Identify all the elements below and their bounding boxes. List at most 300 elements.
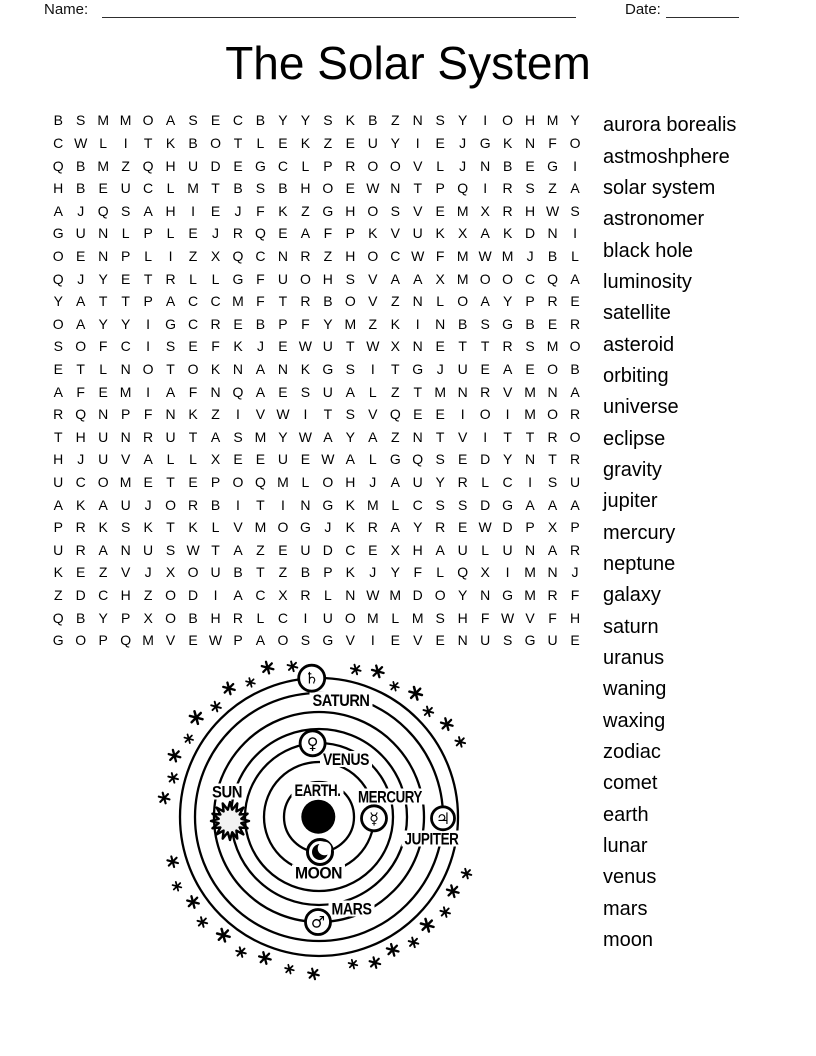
grid-letter: I [146, 338, 151, 355]
grid-letter: I [370, 632, 375, 649]
grid-letter: A [53, 383, 63, 400]
grid-letter: Q [232, 247, 244, 264]
grid-letter: D [210, 157, 221, 174]
word-item: earth [603, 803, 649, 826]
grid-letter: J [234, 202, 242, 219]
grid-letter: Y [98, 609, 108, 626]
grid-letter: O [569, 428, 581, 445]
grid-letter: H [165, 202, 176, 219]
grid-letter: B [547, 247, 558, 264]
grid-letter: E [480, 361, 490, 377]
grid-letter: L [99, 361, 108, 377]
grid-letter: V [368, 270, 378, 287]
grid-letter: F [211, 338, 220, 355]
grid-letter: I [236, 406, 240, 423]
grid-letter: W [276, 406, 290, 423]
word-item: solar system [603, 176, 716, 199]
grid-letter: P [53, 519, 63, 536]
grid-letter: L [571, 247, 579, 264]
grid-letter: A [300, 225, 311, 242]
grid-letter: Q [142, 157, 154, 174]
grid-letter: L [256, 609, 265, 626]
grid-letter: S [300, 632, 311, 649]
grid-letter: R [547, 428, 558, 445]
grid-letter: N [277, 361, 288, 377]
grid-letter: B [323, 293, 333, 310]
grid-letter: N [210, 383, 221, 400]
grid-letter: N [165, 406, 176, 423]
grid-letter: U [367, 134, 378, 151]
grid-letter: B [76, 157, 86, 174]
grid-letter: K [278, 202, 288, 219]
grid-letter: B [525, 315, 535, 332]
grid-letter: R [345, 157, 356, 174]
grid-letter: C [187, 315, 199, 332]
grid-letter: S [233, 428, 243, 445]
grid-letter: O [277, 632, 289, 649]
grid-letter: D [187, 587, 199, 604]
grid-letter: N [525, 541, 536, 558]
word-item: eclipse [603, 427, 666, 450]
grid-letter: Y [413, 519, 423, 536]
grid-letter: A [345, 451, 355, 468]
grid-letter: R [502, 338, 513, 355]
grid-letter: D [502, 519, 513, 536]
grid-letter: O [142, 361, 154, 377]
grid-letter: T [188, 428, 198, 445]
grid-letter: S [120, 202, 131, 219]
page-title: The Solar System [225, 37, 591, 89]
grid-letter: N [412, 293, 423, 310]
grid-letter: V [345, 632, 355, 649]
grid-letter: M [366, 496, 379, 513]
word-search-grid [47, 109, 586, 652]
grid-letter: Q [412, 451, 424, 468]
venus-label: VENUS [323, 750, 370, 769]
grid-letter: D [480, 451, 491, 468]
word-item: gravity [603, 458, 662, 481]
grid-letter: K [210, 361, 221, 377]
mercury-symbol-icon: ☿ [369, 808, 379, 828]
grid-letter: S [76, 112, 86, 129]
grid-letter: O [367, 202, 379, 219]
sun-label: SUN [212, 782, 243, 802]
grid-letter: I [483, 180, 488, 197]
grid-letter: G [547, 157, 558, 174]
grid-letter: O [75, 632, 87, 649]
grid-letter: C [277, 609, 288, 626]
grid-letter: V [502, 383, 513, 400]
grid-letter: S [188, 112, 198, 129]
grid-letter: Y [502, 451, 513, 468]
earth-label: EARTH. [294, 781, 341, 800]
grid-letter: T [435, 428, 445, 445]
grid-letter: Z [211, 406, 220, 423]
grid-letter: U [277, 451, 288, 468]
grid-letter: P [525, 293, 535, 310]
grid-letter: T [166, 519, 175, 536]
grid-letter: K [188, 406, 198, 423]
word-item: luminosity [603, 270, 692, 293]
grid-letter: N [120, 541, 131, 558]
grid-letter: S [525, 338, 535, 355]
grid-letter: E [435, 134, 445, 151]
name-label: Name: [44, 1, 89, 18]
grid-letter: K [345, 519, 355, 536]
grid-letter: Z [121, 157, 130, 174]
grid-letter: C [187, 293, 199, 310]
grid-letter: Q [547, 270, 558, 287]
grid-letter: W [478, 247, 492, 264]
grid-letter: G [322, 202, 334, 219]
grid-letter: B [255, 315, 266, 332]
grid-letter: A [233, 587, 243, 604]
grid-letter: R [210, 315, 221, 332]
grid-letter: Q [457, 180, 469, 197]
grid-letter: H [345, 202, 356, 219]
grid-letter: O [479, 270, 491, 287]
grid-letter: A [502, 361, 513, 377]
grid-letter: X [458, 225, 468, 242]
grid-letter: H [53, 451, 64, 468]
grid-letter: R [165, 270, 176, 287]
grid-letter: Z [390, 428, 400, 445]
grid-letter: W [321, 451, 335, 468]
grid-letter: U [412, 225, 423, 242]
grid-letter: G [322, 496, 334, 513]
grid-letter: E [210, 112, 221, 129]
grid-letter: S [165, 541, 176, 558]
grid-letter: S [547, 474, 558, 491]
grid-letter: A [368, 428, 378, 445]
grid-letter: F [435, 247, 445, 264]
grid-letter: S [435, 112, 445, 129]
grid-letter: E [458, 519, 468, 536]
grid-letter: V [233, 519, 243, 536]
grid-letter: A [76, 293, 86, 310]
grid-letter: U [120, 180, 131, 197]
grid-letter: P [210, 474, 221, 491]
grid-letter: R [569, 406, 581, 423]
grid-letter: A [323, 428, 333, 445]
grid-letter: X [435, 270, 445, 287]
grid-letter: U [98, 451, 109, 468]
grid-letter: E [233, 157, 243, 174]
grid-letter: E [188, 474, 198, 491]
grid-letter: T [525, 428, 535, 445]
grid-letter: O [479, 406, 491, 423]
grid-letter: Y [300, 112, 311, 129]
word-item: mercury [603, 521, 676, 544]
grid-letter: X [210, 247, 221, 264]
grid-letter: E [278, 225, 288, 242]
grid-letter: I [505, 406, 510, 423]
date-blank-line [666, 0, 739, 18]
grid-letter: K [53, 564, 63, 581]
grid-letter: B [300, 564, 311, 581]
grid-letter: L [391, 609, 400, 626]
grid-letter: W [186, 541, 200, 558]
grid-letter: E [345, 180, 355, 197]
word-item: uranus [603, 647, 665, 670]
grid-letter: T [233, 134, 243, 151]
grid-letter: F [188, 383, 198, 400]
grid-letter: K [345, 112, 355, 129]
grid-letter: C [143, 180, 154, 197]
grid-letter: T [503, 428, 512, 445]
grid-letter: T [256, 496, 265, 513]
grid-letter: A [390, 519, 400, 536]
grid-letter: T [413, 180, 423, 197]
grid-letter: V [413, 632, 423, 649]
grid-letter: J [144, 496, 152, 513]
grid-letter: X [480, 564, 490, 581]
grid-letter: W [74, 134, 88, 151]
grid-letter: G [299, 519, 311, 536]
grid-letter: T [390, 361, 400, 377]
grid-letter: T [278, 293, 288, 310]
grid-letter: S [458, 496, 468, 513]
grid-letter: N [412, 112, 423, 129]
grid-letter: A [233, 541, 243, 558]
grid-letter: H [525, 202, 536, 219]
grid-letter: L [121, 225, 130, 242]
grid-letter: A [98, 541, 108, 558]
grid-letter: S [435, 496, 445, 513]
grid-letter: Y [390, 564, 400, 581]
grid-letter: P [120, 406, 131, 423]
grid-letter: T [256, 564, 265, 581]
grid-letter: E [435, 202, 445, 219]
grid-letter: Y [278, 428, 288, 445]
grid-letter: R [232, 609, 244, 626]
grid-letter: L [189, 451, 197, 468]
grid-letter: C [255, 247, 266, 264]
grid-letter: H [165, 157, 176, 174]
grid-letter: T [480, 338, 490, 355]
star-icon [462, 869, 472, 879]
grid-letter: B [76, 180, 86, 197]
grid-letter: O [97, 474, 109, 491]
grid-letter: G [502, 315, 514, 332]
grid-letter: P [570, 519, 580, 536]
grid-letter: W [208, 632, 223, 649]
grid-letter: A [210, 428, 221, 445]
grid-letter: R [569, 451, 581, 468]
grid-letter: T [211, 541, 220, 558]
word-item: aurora borealis [603, 114, 737, 137]
mercury-label: MERCURY [358, 787, 423, 807]
grid-letter: V [368, 293, 378, 310]
grid-letter: Z [390, 383, 400, 400]
grid-letter: M [97, 157, 109, 174]
grid-letter: S [53, 338, 63, 355]
grid-letter: P [435, 180, 445, 197]
word-item: mars [603, 897, 648, 920]
word-item: moon [603, 929, 654, 952]
star-icon [259, 952, 271, 964]
word-item: universe [603, 396, 679, 419]
grid-letter: F [323, 225, 333, 242]
grid-letter: D [480, 496, 491, 513]
grid-letter: B [278, 180, 288, 197]
grid-letter: R [569, 315, 581, 332]
star-icon [262, 662, 274, 674]
grid-letter: M [546, 338, 559, 355]
grid-letter: W [545, 202, 560, 219]
grid-letter: A [143, 202, 153, 219]
grid-letter: O [232, 474, 244, 491]
grid-letter: G [524, 632, 536, 649]
grid-letter: M [97, 112, 109, 129]
grid-letter: G [322, 632, 334, 649]
star-icon [246, 678, 255, 687]
grid-letter: K [188, 519, 198, 536]
grid-letter: S [345, 270, 355, 287]
grid-letter: U [457, 541, 468, 558]
grid-letter: O [502, 270, 514, 287]
grid-letter: O [165, 496, 177, 513]
grid-letter: K [435, 225, 445, 242]
star-icon [168, 773, 178, 783]
grid-letter: M [119, 383, 132, 400]
grid-letter: E [345, 134, 355, 151]
star-icon [173, 882, 182, 891]
grid-letter: T [166, 474, 175, 491]
grid-letter: T [211, 180, 220, 197]
name-blank-line [102, 0, 576, 18]
grid-letter: L [99, 134, 108, 151]
star-icon [421, 919, 434, 932]
grid-letter: J [77, 202, 85, 219]
grid-letter: J [526, 247, 534, 264]
grid-letter: X [547, 519, 558, 536]
grid-letter: R [457, 474, 468, 491]
grid-letter: M [187, 180, 199, 197]
grid-letter: U [322, 338, 333, 355]
word-item: comet [603, 772, 658, 795]
star-icon [288, 662, 298, 672]
grid-letter: T [323, 406, 333, 423]
grid-letter: I [370, 361, 375, 377]
grid-letter: R [187, 496, 199, 513]
grid-letter: G [255, 157, 266, 174]
grid-letter: K [345, 564, 355, 581]
grid-letter: M [142, 632, 154, 649]
grid-letter: A [413, 270, 423, 287]
grid-letter: L [211, 519, 220, 536]
star-icon [308, 969, 319, 980]
grid-letter: V [120, 564, 131, 581]
grid-letter: U [120, 496, 131, 513]
grid-letter: W [298, 428, 312, 445]
grid-letter: A [165, 383, 176, 400]
grid-letter: E [255, 451, 266, 468]
star-icon [447, 885, 459, 897]
grid-letter: V [120, 451, 131, 468]
grid-letter: Q [75, 406, 87, 423]
grid-letter: W [411, 247, 425, 264]
grid-letter: S [480, 315, 490, 332]
grid-letter: F [548, 609, 557, 626]
word-item: satellite [603, 302, 671, 325]
grid-letter: I [168, 247, 173, 264]
grid-letter: J [459, 134, 467, 151]
grid-letter: Z [368, 315, 378, 332]
grid-letter: H [75, 428, 86, 445]
grid-letter: U [143, 541, 154, 558]
grid-letter: K [98, 519, 108, 536]
grid-letter: W [366, 587, 380, 604]
grid-letter: E [210, 202, 221, 219]
grid-letter: L [436, 564, 445, 581]
grid-letter: I [415, 134, 420, 151]
grid-letter: J [571, 564, 579, 581]
grid-letter: R [75, 541, 86, 558]
grid-letter: O [52, 247, 64, 264]
word-item: asteroid [603, 333, 675, 356]
grid-letter: P [278, 315, 288, 332]
grid-letter: X [165, 564, 176, 581]
grid-letter: P [323, 564, 333, 581]
star-icon [159, 793, 170, 804]
grid-letter: Y [390, 134, 400, 151]
grid-letter: U [480, 632, 491, 649]
grid-letter: C [232, 112, 244, 129]
grid-letter: N [98, 406, 109, 423]
word-item: zodiac [603, 741, 661, 764]
grid-letter: C [53, 134, 64, 151]
grid-letter: F [256, 293, 265, 310]
grid-letter: K [368, 225, 378, 242]
grid-letter: G [502, 496, 514, 513]
star-icon [455, 737, 465, 747]
grid-letter: A [570, 270, 580, 287]
grid-letter: Q [232, 383, 244, 400]
grid-letter: G [52, 632, 64, 649]
grid-letter: G [165, 315, 177, 332]
grid-letter: D [412, 587, 423, 604]
grid-letter: O [457, 293, 469, 310]
star-icon [198, 917, 208, 927]
grid-letter: A [525, 496, 535, 513]
word-item: black hole [603, 239, 694, 262]
grid-letter: A [480, 225, 490, 242]
grid-letter: S [165, 338, 176, 355]
grid-letter: M [277, 474, 289, 491]
grid-letter: S [255, 180, 266, 197]
star-icon [440, 907, 450, 917]
grid-letter: U [502, 541, 513, 558]
grid-letter: E [278, 541, 288, 558]
grid-letter: E [435, 406, 445, 423]
grid-letter: U [569, 474, 581, 491]
grid-letter: R [502, 202, 513, 219]
grid-letter: J [144, 564, 152, 581]
grid-letter: Y [323, 315, 333, 332]
grid-letter: V [390, 225, 400, 242]
grid-letter: M [524, 564, 536, 581]
grid-letter: O [210, 134, 221, 151]
grid-letter: P [233, 632, 243, 649]
grid-letter: N [547, 383, 558, 400]
grid-letter: A [345, 383, 355, 400]
grid-letter: F [480, 609, 490, 626]
grid-letter: Y [502, 293, 513, 310]
grid-letter: J [369, 474, 377, 491]
grid-letter: Q [255, 225, 266, 242]
grid-letter: E [188, 225, 198, 242]
